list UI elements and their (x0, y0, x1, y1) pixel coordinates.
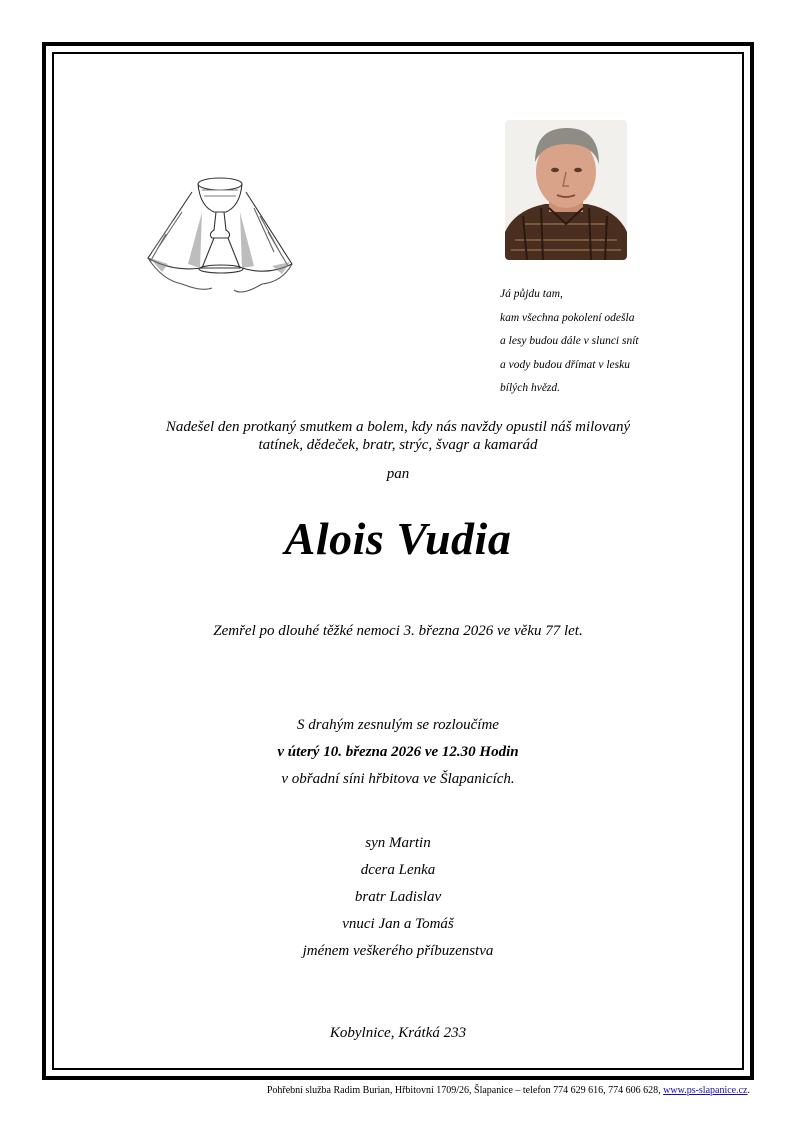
portrait-photo (505, 120, 627, 260)
mourners-list (52, 830, 744, 965)
mourner: syn Martin (365, 835, 431, 851)
intro-line-1: Nadešel den protkaný smutkem a bolem, kdy nás navždy opustil náš milovaný (165, 419, 631, 435)
deceased-name: Alois Vudia (284, 513, 512, 564)
ceremony-info (52, 712, 744, 793)
chalice-icon (142, 172, 302, 300)
poem-line: a lesy budou dále v slunci snít (500, 335, 639, 347)
footer-website-link[interactable]: www.ps-slapanice.cz (663, 1085, 748, 1096)
mourner: vnuci Jan a Tomáš (342, 916, 454, 932)
intro-text (52, 418, 744, 454)
mourner: bratr Ladislav (354, 889, 442, 905)
mourner: dcera Lenka (360, 862, 436, 878)
footer (267, 1085, 750, 1096)
ceremony-line-1: S drahým zesnulým se rozloučíme (297, 717, 499, 733)
poem-line: kam všechna pokolení odešla (500, 311, 635, 324)
ceremony-datetime: v úterý 10. března 2026 ve 12.30 Hodin (277, 744, 519, 760)
footer-suffix: . (747, 1085, 750, 1096)
poem (500, 283, 720, 401)
poem-line: Já půjdu tam, (500, 288, 563, 300)
ceremony-place: v obřadní síni hřbitova ve Šlapanicích. (281, 771, 515, 787)
poem-line: a vody budou dřímat v lesku (500, 358, 630, 371)
footer-text: Pohřební služba Radim Burian, Hřbitovní 1709/26, Šlapanice – telefon 774 629 616, 774 606 628, (266, 1085, 664, 1096)
intro-line-2: tatínek, dědeček, bratr, strýc, švagr a kamarád (258, 437, 538, 453)
address: Kobylnice, Krátká 233 (329, 1025, 467, 1041)
poem-line: bílých hvězd. (500, 382, 561, 394)
honorific: pan (386, 466, 410, 482)
death-notice: Zemřel po dlouhé těžké nemoci 3. března 2026 ve věku 77 let. (213, 623, 583, 639)
mourner: jménem veškerého příbuzenstva (302, 943, 494, 959)
